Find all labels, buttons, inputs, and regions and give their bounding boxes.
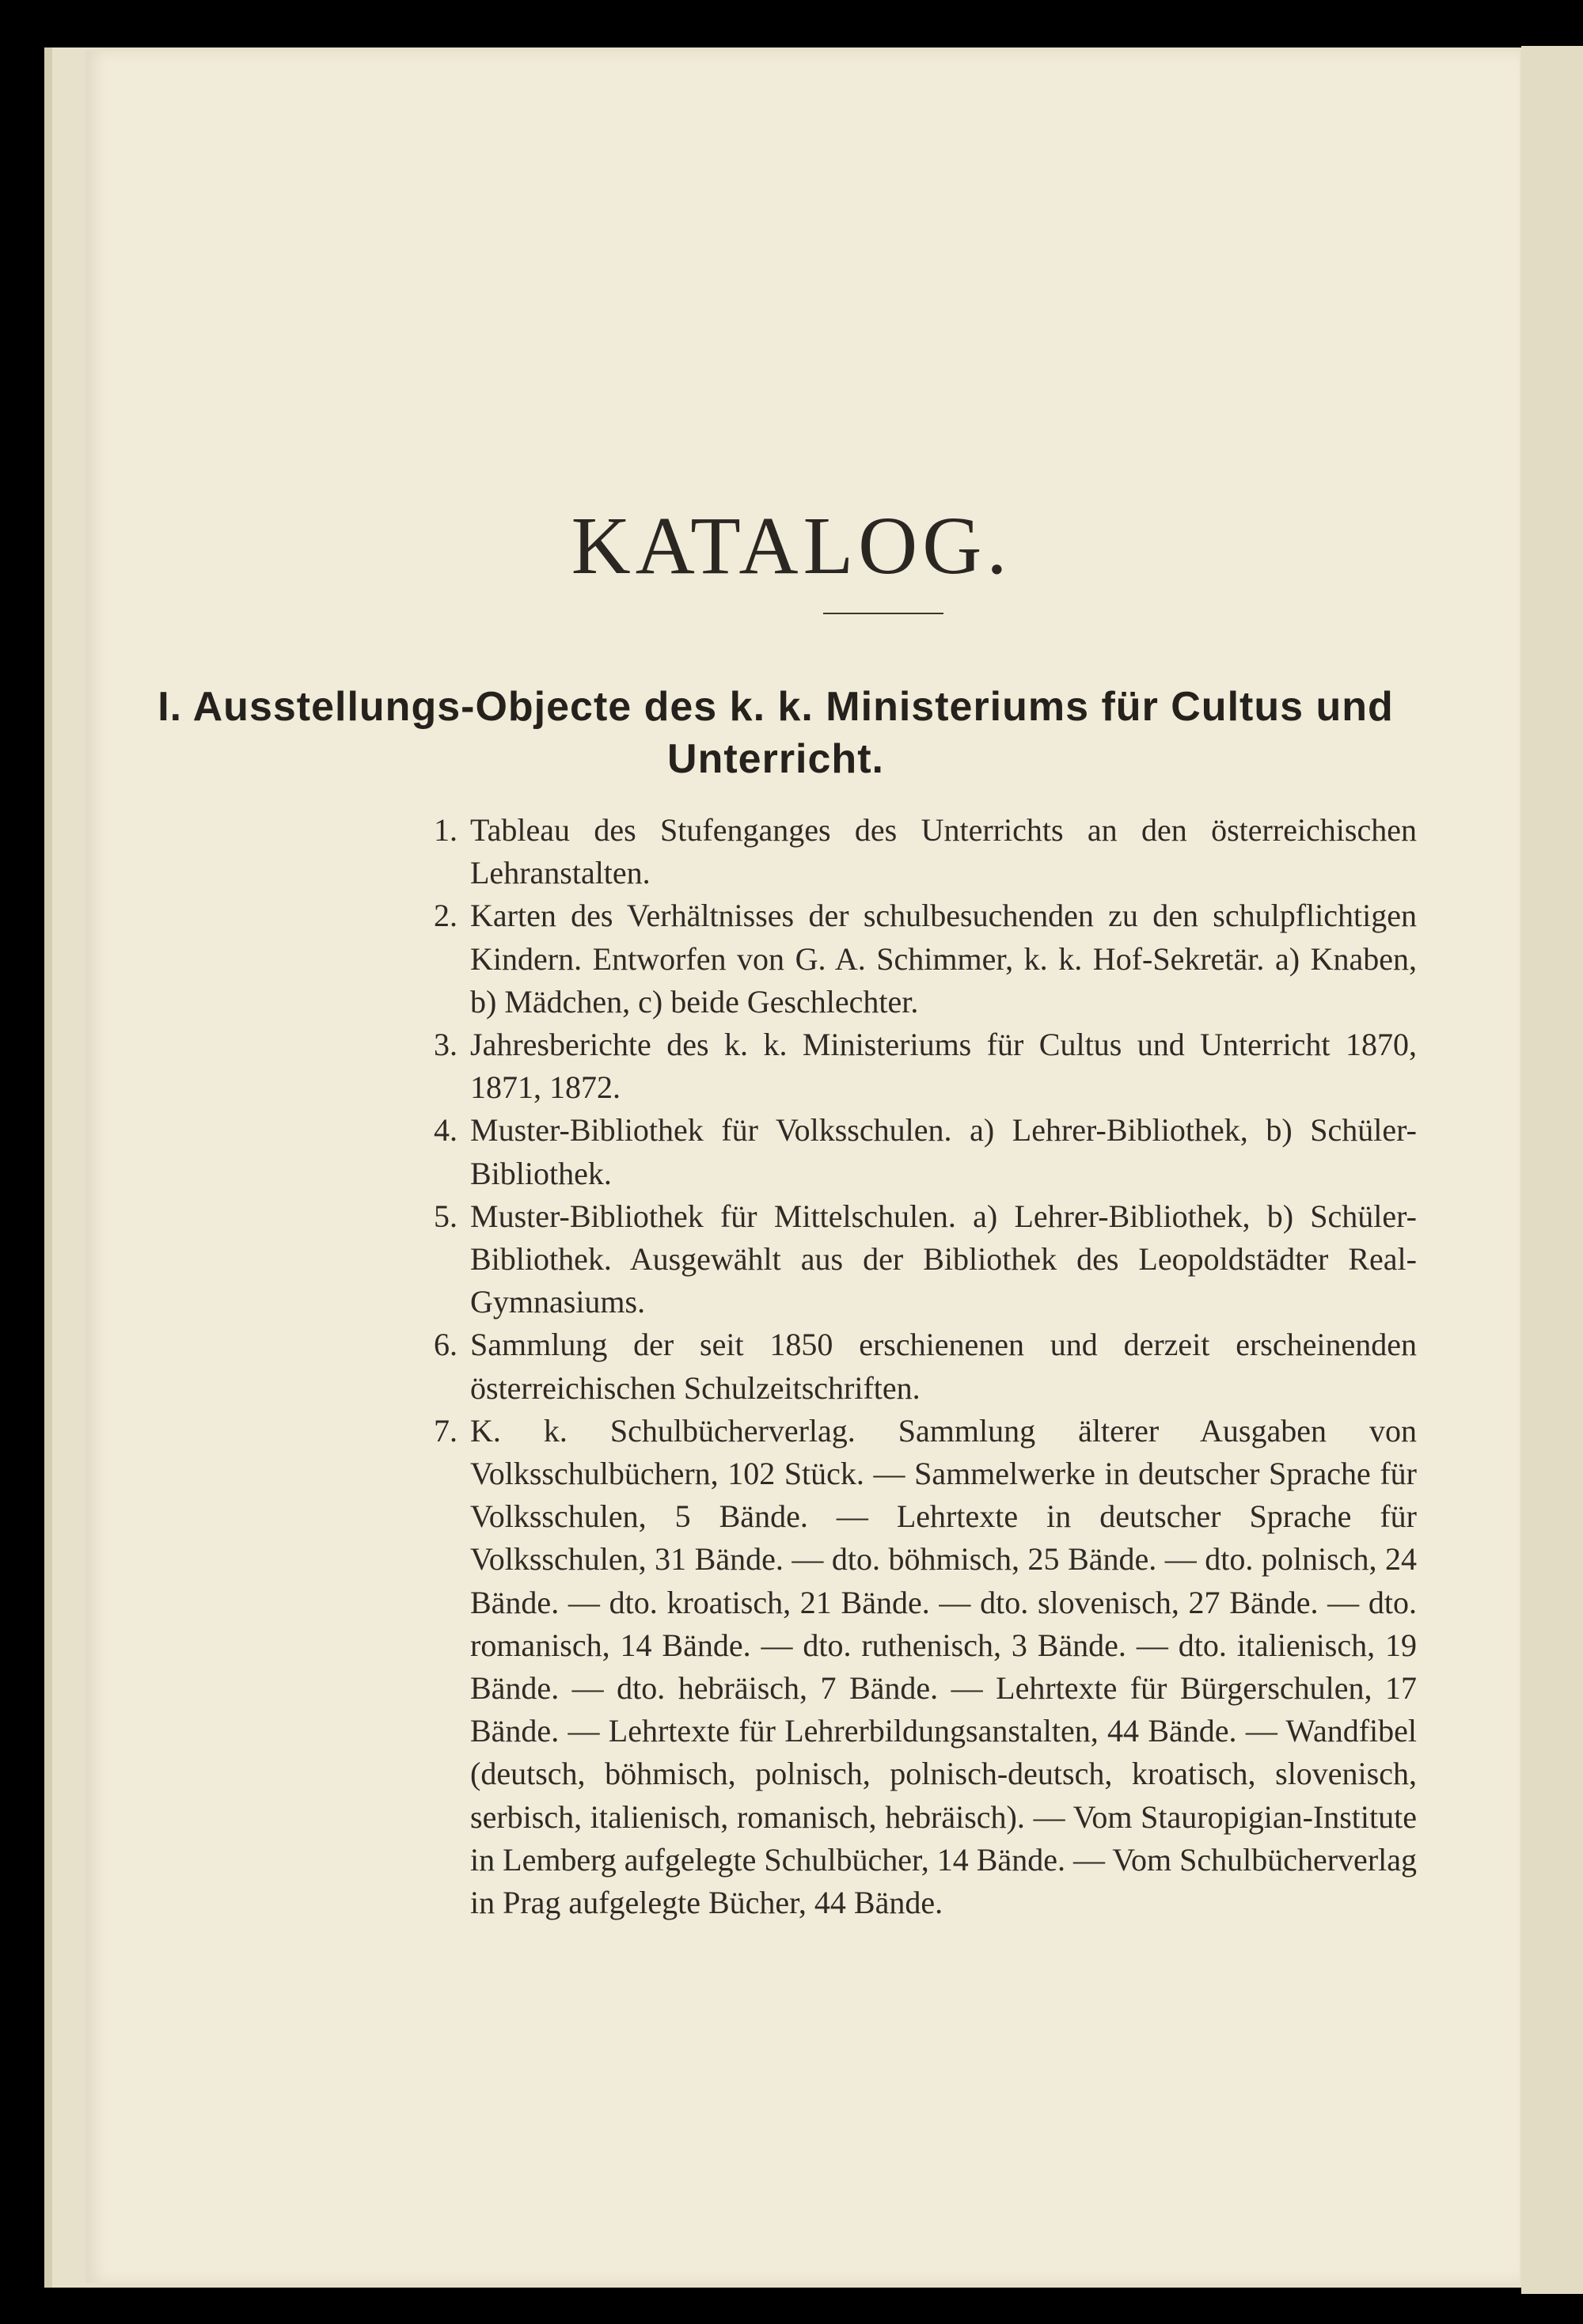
catalog-item: [419, 809, 1417, 894]
item-text: K. k. Schulbücherverlag. Sammlung älterer Ausgaben von Volksschulbüchern, 102 Stück. — Sammelwerke in deutscher Sprache für Volksschulen, 5 Bände. — Lehrtexte in deutscher Sprache für Volksschulen, 31 Bände. — dto. böhmisch, 25 Bände. — dto. polnisch, 24 Bände. — dto. kroatisch, 21 Bände. — dto. slovenisch, 27 Bände. — dto. romanisch, 14 Bände. — dto. ruthenisch, 3 Bände. — dto. italienisch, 19 Bände. — dto. hebräisch, 7 Bände. — Lehrtexte für Bürgerschulen, 17 Bände. — Lehrtexte für Lehrerbildungsanstalten, 44 Bände. — Wandfibel (deutsch, böhmisch, polnisch, polnisch-deutsch, kroatisch, slovenisch, serbisch, italienisch, romanisch, hebräisch). — Vom Stauropigian-Institute in Lemberg aufgelegte Schulbücher, 14 Bände. — Vom Schulbücherverlag in Prag aufgelegte Bücher, 44 Bände.: [470, 1412, 1417, 1921]
item-text: Muster-Bibliothek für Volksschulen. a) Lehrer-Bibliothek, b) Schüler-Bibliothek.: [470, 1112, 1417, 1191]
catalog-item: [419, 1323, 1417, 1409]
catalog-item: [419, 1195, 1417, 1324]
item-text: Jahresberichte des k. k. Ministeriums für Cultus und Unterricht 1870, 1871, 1872.: [470, 1027, 1417, 1106]
item-number: 1.: [434, 812, 457, 848]
title-divider: [823, 613, 943, 614]
item-text: Sammlung der seit 1850 erschienenen und derzeit erscheinenden österreichischen Schulzeitschriften.: [470, 1327, 1417, 1406]
catalog-list: [419, 809, 1417, 1924]
item-text: Tableau des Stufenganges des Unterrichts an den österreichischen Lehranstalten.: [470, 812, 1417, 891]
catalog-item: [419, 894, 1417, 1023]
adjacent-page-edge: [1521, 46, 1583, 2294]
section-heading: I. Ausstellungs-Objecte des k. k. Ministeriums für Cultus und Unterricht.: [158, 684, 1394, 782]
item-number: 3.: [434, 1027, 457, 1063]
catalog-item: [419, 1023, 1417, 1109]
item-number: 7.: [434, 1412, 457, 1449]
catalog-item: [419, 1410, 1417, 1924]
item-number: 2.: [434, 898, 457, 934]
item-number: 4.: [434, 1112, 457, 1149]
catalog-item: [419, 1109, 1417, 1194]
item-text: Karten des Verhältnisses der schulbesuchenden zu den schulpflichtigen Kindern. Entworfen von G. A. Schimmer, k. k. Hof-Sekretär. a) Knaben, b) Mädchen, c) beide Geschlechter.: [470, 898, 1417, 1020]
item-number: 6.: [434, 1327, 457, 1363]
page-title: KATALOG.: [571, 500, 1012, 591]
item-text: Muster-Bibliothek für Mittelschulen. a) Lehrer-Bibliothek, b) Schüler-Bibliothek. Ausgewählt aus der Bibliothek des Leopoldstädter Real-Gymnasiums.: [470, 1198, 1417, 1320]
item-number: 5.: [434, 1198, 457, 1234]
